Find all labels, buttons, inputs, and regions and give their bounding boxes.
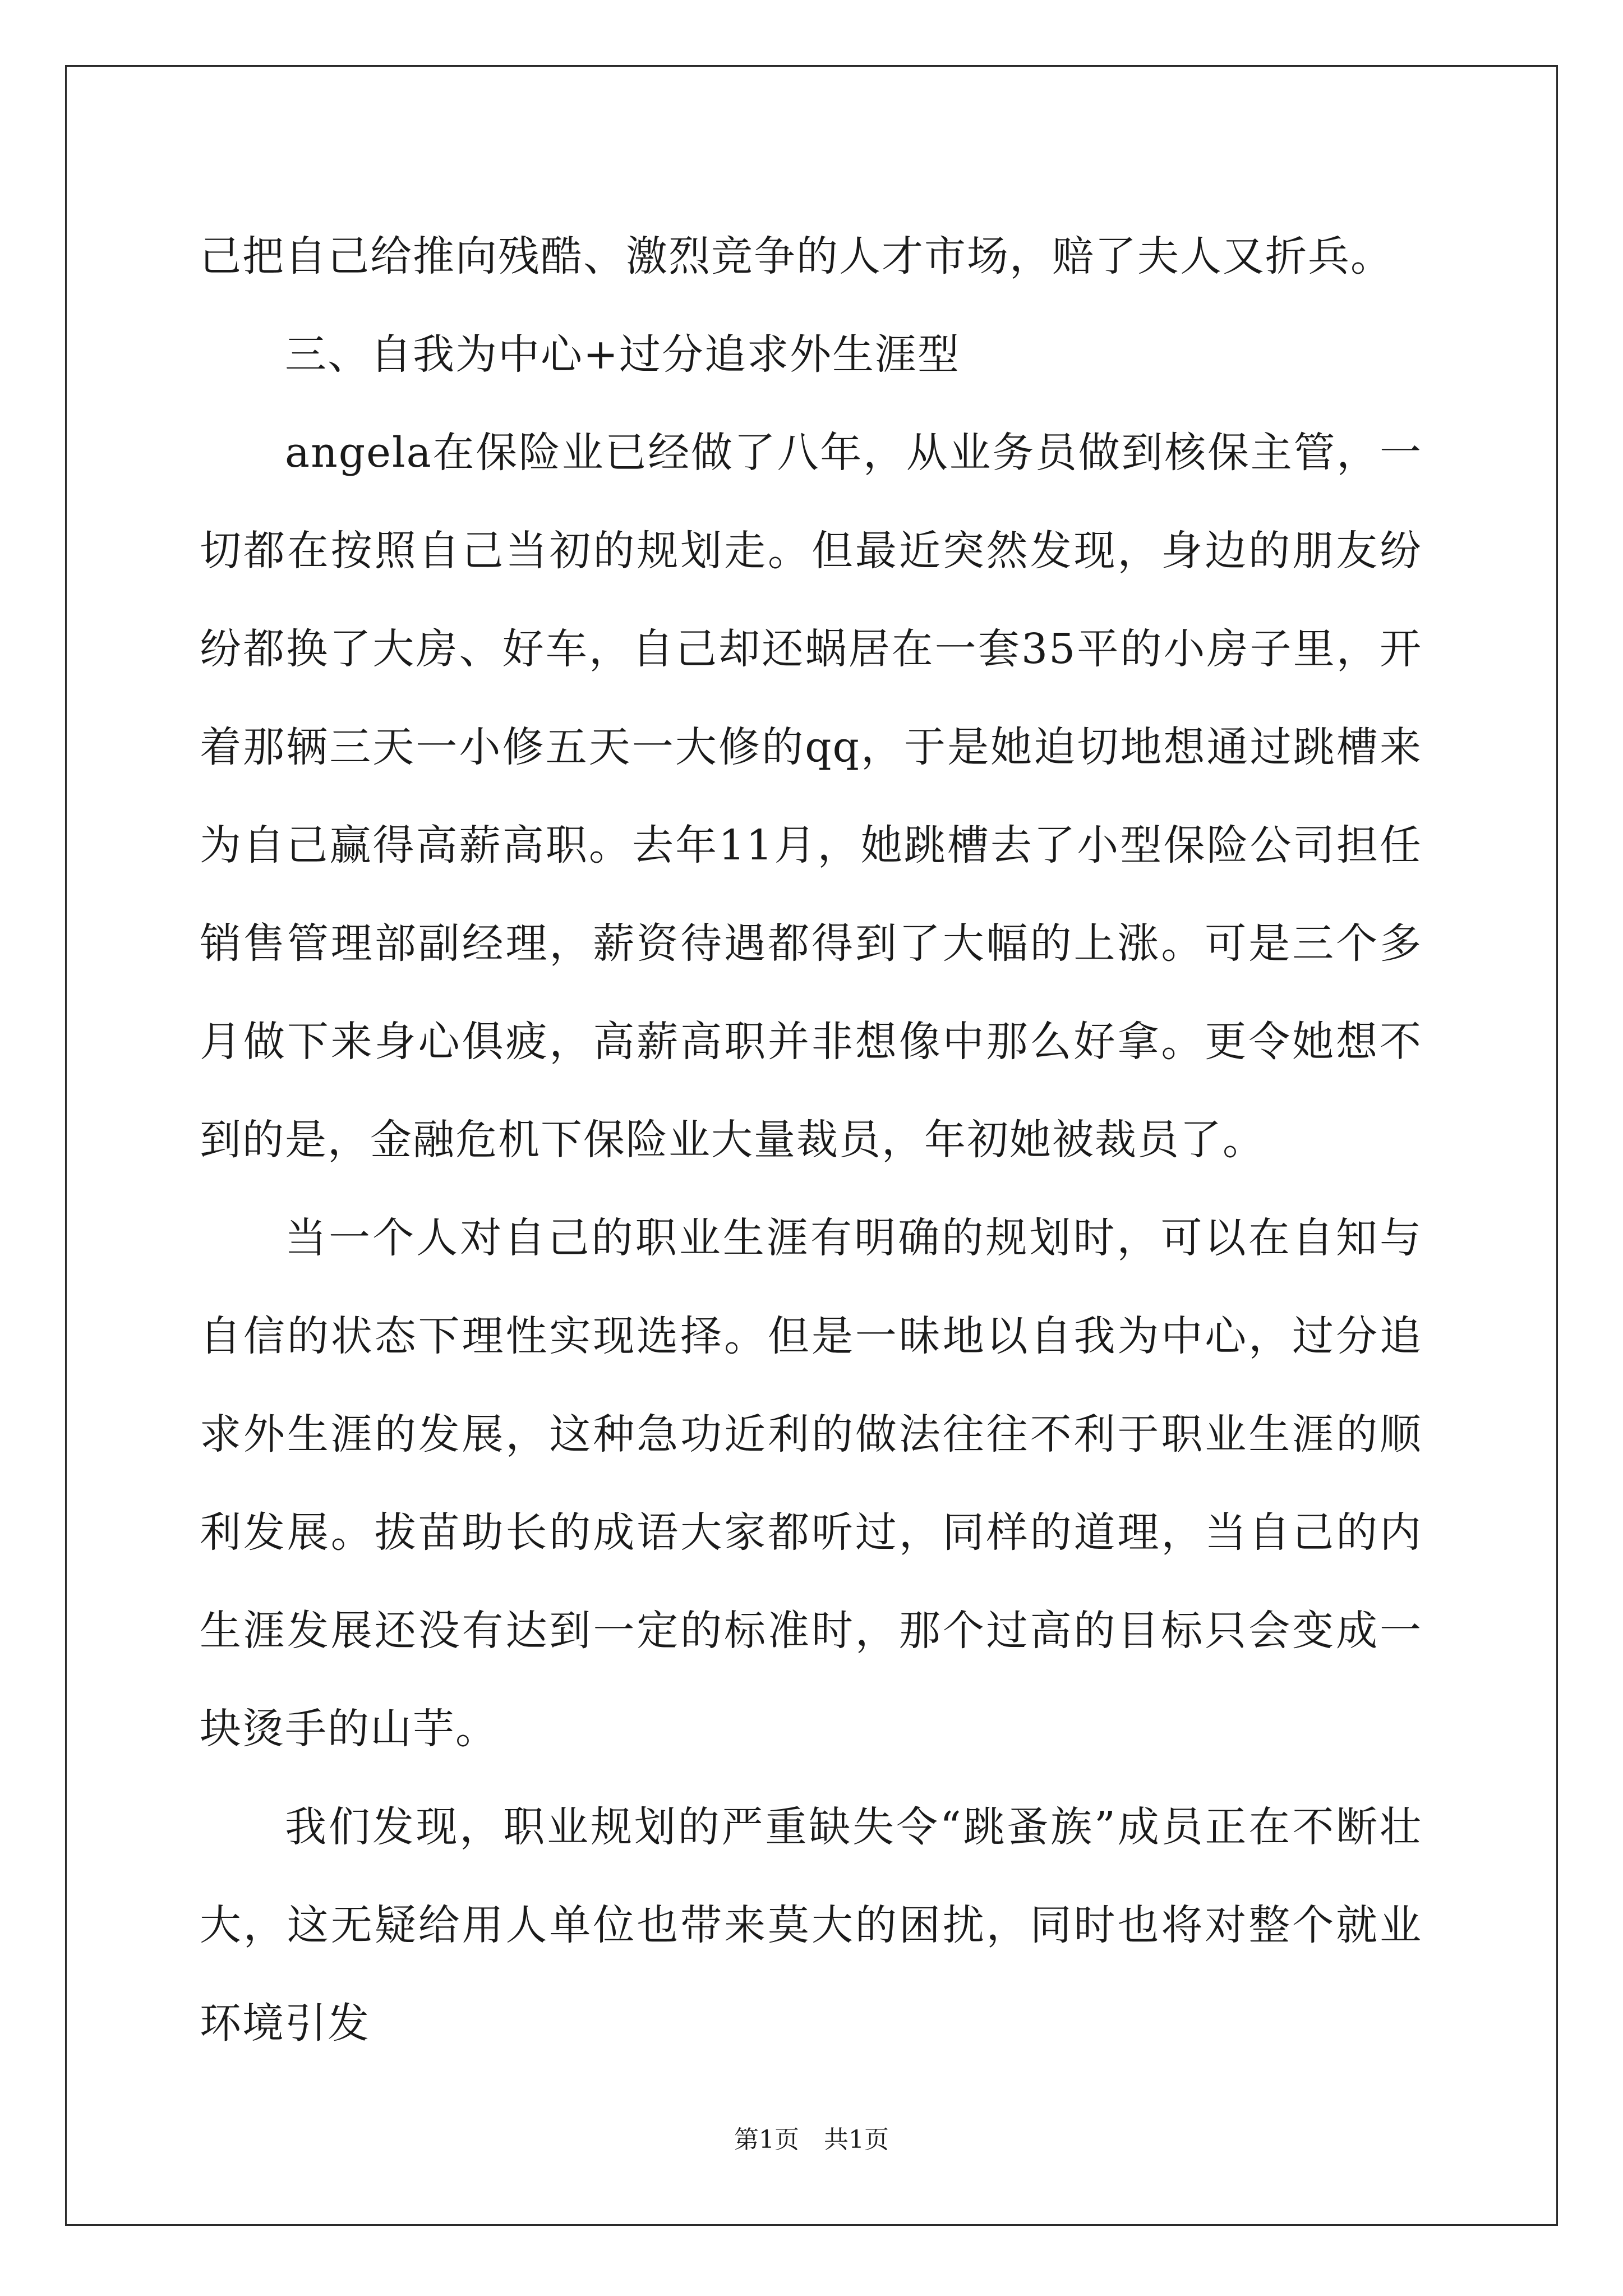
section-heading: 三、自我为中心+过分追求外生涯型	[285, 330, 961, 379]
paragraph-conclusion: 我们发现，职业规划的严重缺失令“跳蚤族”成员正在不断壮大，这无疑给用人单位也带来莫大的困扰，同时也将对整个就业环境引发	[200, 1803, 1422, 2047]
page-number-footer: 第1页 共1页	[734, 2125, 889, 2154]
paragraph-angela-story: angela在保险业已经做了八年，从业务员做到核保主管，一切都在按照自己当初的规划走。但最近突然发现，身边的朋友纷纷都换了大房、好车，自己却还蜗居在一套35平的小房子里，开着那辆三天一小修五天一大修的qq，于是她迫切地想通过跳槽来为自己赢得高薪高职。去年11月，她跳槽去了小型保险公司担任销售管理部副经理，薪资待遇都得到了大幅的上涨。可是三个多月做下来身心俱疲，高薪高职并非想像中那么好拿。更令她想不到的是，金融危机下保险业大量裁员，年初她被裁员了。	[200, 429, 1422, 1164]
paragraph-continuation: 己把自己给推向残酷、激烈竞争的人才市场，赔了夫人又折兵。	[200, 232, 1393, 280]
document-body	[200, 208, 1422, 2073]
paragraph-analysis: 当一个人对自己的职业生涯有明确的规划时，可以在自知与自信的状态下理性实现选择。但是一昧地以自我为中心，过分追求外生涯的发展，这种急功近利的做法往往不利于职业生涯的顺利发展。拔苗助长的成语大家都听过，同样的道理，当自己的内生涯发展还没有达到一定的标准时，那个过高的目标只会变成一块烫手的山芋。	[200, 1214, 1422, 1753]
